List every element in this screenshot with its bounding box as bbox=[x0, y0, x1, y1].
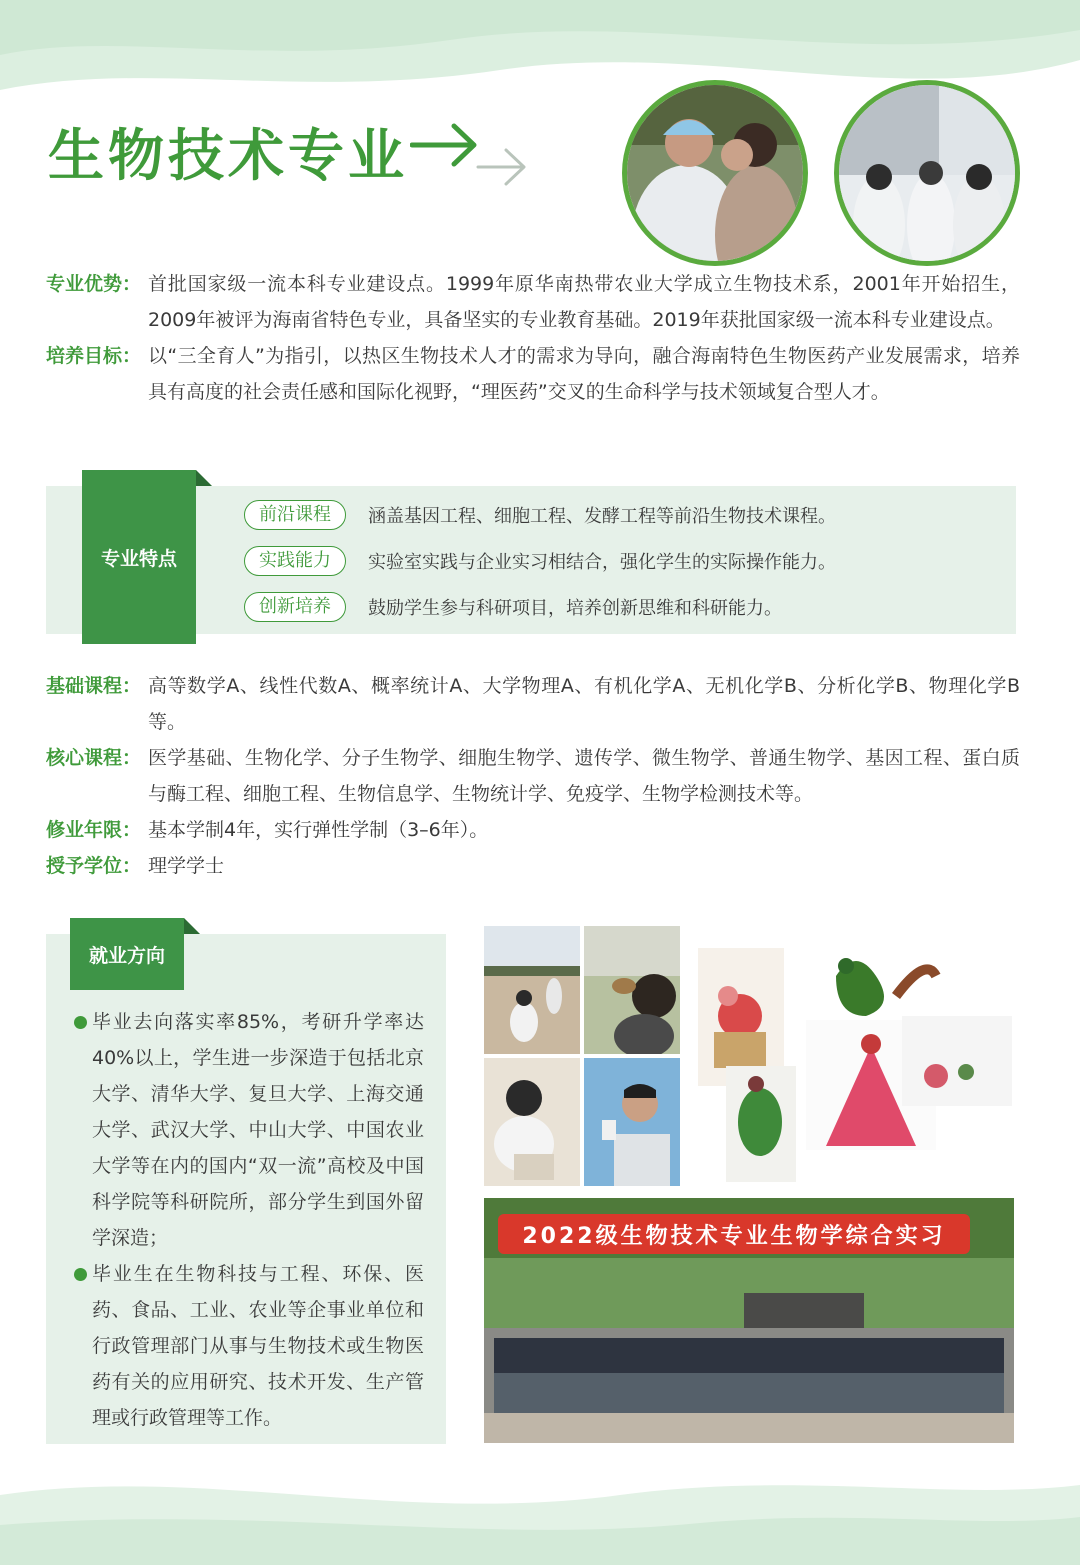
feature-text: 实验室实践与企业实习相结合，强化学生的实际操作能力。 bbox=[368, 552, 836, 573]
info-label: 基础课程： bbox=[46, 675, 142, 697]
info-text: 医学基础、生物化学、分子生物学、细胞生物学、遗传学、微生物学、普通生物学、基因工程、蛋白质与酶工程、细胞工程、生物信息学、生物统计学、免疫学、生物学检测技术等。 bbox=[148, 747, 1020, 805]
feature-tag: 创新培养 bbox=[244, 592, 346, 622]
features-tab-fold bbox=[196, 470, 212, 486]
pressed-flower-art-photo bbox=[696, 936, 1014, 1182]
bullet-icon bbox=[74, 1016, 87, 1029]
info-row-core-courses bbox=[46, 740, 1020, 812]
career-item bbox=[72, 1256, 424, 1436]
info-text: 高等数学A、线性代数A、概率统计A、大学物理A、有机化学A、无机化学B、分析化学B、物理化学B等。 bbox=[148, 675, 1020, 733]
career-tab-fold bbox=[184, 918, 200, 934]
info-row-basic-courses bbox=[46, 668, 1020, 740]
beach-students-photo bbox=[484, 926, 580, 1054]
info-text: 以“三全育人”为指引，以热区生物技术人才的需求为导向，融合海南特色生物医药产业发展需求，培养具有高度的社会责任感和国际化视野，“理医药”交叉的生命科学与技术领域复合型人才。 bbox=[148, 345, 1020, 403]
info-row-duration bbox=[46, 812, 1020, 848]
info-row-goal bbox=[46, 338, 1020, 410]
info-label: 修业年限： bbox=[46, 819, 142, 841]
info-top bbox=[46, 266, 1020, 410]
shell-specimen-photo bbox=[584, 926, 680, 1054]
info-row-degree bbox=[46, 848, 1020, 884]
feature-item bbox=[244, 592, 782, 622]
feature-text: 鼓励学生参与科研项目，培养创新思维和科研能力。 bbox=[368, 598, 782, 619]
feature-text: 涵盖基因工程、细胞工程、发酵工程等前沿生物技术课程。 bbox=[368, 506, 836, 527]
arrow-right-icon bbox=[410, 118, 480, 168]
internship-banner: 2022级生物技术专业生物学综合实习 bbox=[498, 1214, 970, 1254]
career-list bbox=[72, 1004, 424, 1436]
features-heading: 专业特点 bbox=[82, 470, 196, 644]
info-label: 专业优势： bbox=[46, 273, 142, 295]
info-label: 授予学位： bbox=[46, 855, 142, 877]
feature-tag: 实践能力 bbox=[244, 546, 346, 576]
info-text: 基本学制4年，实行弹性学制（3–6年）。 bbox=[148, 819, 489, 841]
feature-tag: 前沿课程 bbox=[244, 500, 346, 530]
drawing-student-photo bbox=[484, 1058, 580, 1186]
feature-item bbox=[244, 500, 836, 530]
info-text: 首批国家级一流本科专业建设点。1999年原华南热带农业大学成立生物技术系，2001年开始招生，2009年被评为海南省特色专业，具备坚实的专业教育基础。2019年获批国家级一流本科专业建设点。 bbox=[148, 273, 1020, 331]
career-heading: 就业方向 bbox=[70, 918, 184, 990]
career-item-text: 毕业去向落实率85%，考研升学率达40%以上，学生进一步深造于包括北京大学、清华大学、复旦大学、上海交通大学、武汉大学、中山大学、中国农业大学等在内的国内“双一流”高校及中国科学院等科研院所，部分学生到国外留学深造； bbox=[92, 1011, 424, 1249]
info-label: 核心课程： bbox=[46, 747, 142, 769]
info-bottom bbox=[46, 668, 1020, 884]
factory-visit-photo bbox=[834, 80, 1020, 266]
bullet-icon bbox=[74, 1268, 87, 1281]
info-row-advantage bbox=[46, 266, 1020, 338]
feature-item bbox=[244, 546, 836, 576]
info-text: 理学学士 bbox=[148, 855, 225, 877]
student-with-sample-photo bbox=[584, 1058, 680, 1186]
info-label: 培养目标： bbox=[46, 345, 142, 367]
career-item-text: 毕业生在生物科技与工程、环保、医药、食品、工业、农业等企事业单位和行政管理部门从事与生物技术或生物医药有关的应用研究、技术开发、生产管理或行政管理等工作。 bbox=[92, 1263, 424, 1429]
page-title: 生物技术专业 bbox=[48, 123, 408, 189]
students-lab-photo bbox=[622, 80, 808, 266]
arrow-right-outline-icon bbox=[476, 144, 528, 190]
career-item bbox=[72, 1004, 424, 1256]
